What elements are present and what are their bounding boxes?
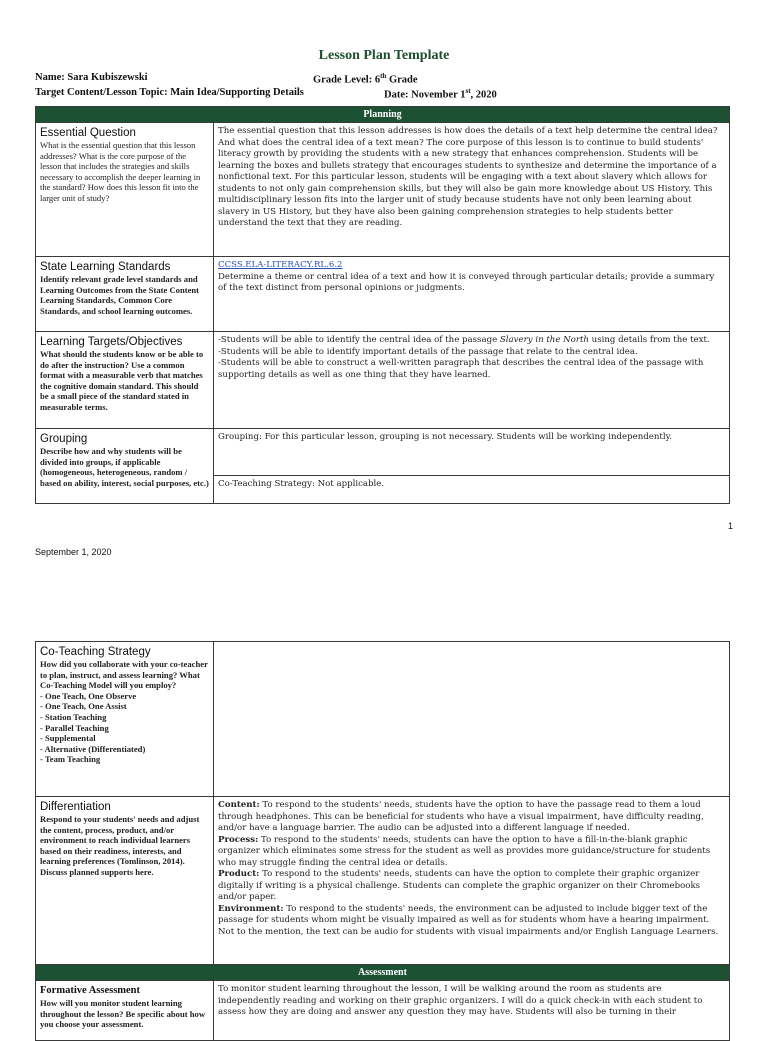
diff-product-label: Product: — [218, 869, 260, 879]
differentiation-left — [36, 797, 214, 965]
grade-num: 6 — [374, 74, 381, 86]
standards-response: Determine a theme or central idea of a text and how it is conveyed through particular details; provide a summary of the text distinct from personal opinions or judgments. — [218, 271, 715, 293]
targets-row — [36, 332, 730, 429]
diff-content — [218, 800, 725, 835]
standards-left — [36, 257, 214, 332]
formative-desc: How will you monitor student learning throughout the lesson? Be specific about how you choose your assessment. — [40, 998, 206, 1030]
topic-label: Target Content/Lesson Topic: — [35, 87, 168, 98]
diff-environment — [218, 904, 725, 939]
target-1-post: using details from the text. — [588, 335, 710, 345]
diff-process-label: Process: — [218, 834, 259, 845]
diff-environment-label: Environment: — [218, 903, 284, 914]
grade-label: Grade Level: — [313, 74, 373, 86]
model-item: - One Teach, One Observe — [40, 690, 137, 701]
differentiation-right — [214, 797, 730, 965]
date-sup: st — [465, 87, 471, 95]
essential-left — [36, 123, 214, 257]
differentiation-heading: Differentiation — [40, 801, 111, 813]
model-item: - Team Teaching — [40, 754, 101, 765]
date-year: , 2020 — [470, 89, 497, 101]
planning-table — [35, 106, 730, 504]
name-line — [35, 72, 148, 83]
diff-process-text: To respond to the students' needs, students can have the option to have a fill-in-the-blank graphic organizer which eliminates some stress for the student as well as provides more guidance/structure for students who may struggle finding the central idea or details. — [218, 834, 711, 868]
grouping-row — [36, 429, 730, 476]
coteach-empty-cell — [214, 642, 730, 797]
model-item: - One Teach, One Assist — [40, 701, 127, 712]
essential-response: The essential question that this lesson addresses is how does the details of a text help determine the central idea? And what does the central idea of a text mean? The core purpose of this lesson is to continue to build students' literacy growth by providing the students with a new strategy that enhances comprehension. Students will be learning the boxes and bullets strategy that encourages students to synthesize and determine the importance of a nonfictional text. For this particular lesson, students will be engaging with a text about slavery which allows for students to not only gain comprehension skills, but they will also be gain more knowledge about US History. This multidisciplinary lesson fits into the larger unit of study because students have not only been learning about slavery in US History, but they have also been gaining comprehension strategies to help students better understand the text that they are reading. — [214, 123, 730, 257]
footer-date: September 1, 2020 — [35, 547, 112, 557]
coteach-heading: Co-Teaching Strategy — [40, 646, 151, 658]
grade-word: Grade — [388, 74, 418, 86]
target-1-title: Slavery in the North — [499, 335, 589, 345]
diff-environment-text: To respond to the students' needs, the environment can be adjusted to include bigger text of the passage for students whom might be visually impaired as well as for students whom have a hearing impairment. Not to the mention, the text can be audio for students with visual impairments and/or English Language Learners. — [218, 903, 719, 937]
grouping-desc: Describe how and why students will be divided into groups, if applicable (homogeneous, heterogeneous, random / based on ability, interest, social purposes, etc.) — [40, 446, 209, 488]
document-title: Lesson Plan Template — [318, 48, 450, 63]
standards-desc: Identify relevant grade level standards and Learning Outcomes from the State Content Learning Standards, Common Core Standards, and school learning outcomes. — [40, 274, 200, 316]
assessment-band: Assessment — [36, 965, 730, 981]
coteach-row — [36, 642, 730, 797]
grade-sup: th — [380, 72, 387, 80]
target-item-1 — [218, 335, 725, 347]
standards-row — [36, 257, 730, 332]
page2-table — [35, 641, 730, 1041]
differentiation-desc: Respond to your students' needs and adjust the content, process, product, and/or environment to reach individual learners based on their readiness, interests, and learning preferences (Tomlinson, 2014). Discuss planned supports here. — [40, 814, 200, 877]
standards-heading: State Learning Standards — [40, 261, 171, 273]
target-1-pre: -Students will be able to identify the central idea of the passage — [218, 335, 500, 345]
essential-row — [36, 123, 730, 257]
targets-desc: What should the students know or be able to do after the instruction? Use a common format with a measurable verb that matches the cognitive domain standard. This should be a small piece of the standard stated in measurable terms. — [40, 349, 204, 412]
grouping-left — [36, 429, 214, 504]
essential-desc: What is the essential question that this lesson addresses? What is the core purpose of the lesson that includes the strategies and skills necessary to accomplish the deeper learning in the standard? How does this lesson fit into the larger unit of study? — [40, 140, 201, 203]
target-item-3: -Students will be able to construct a well-written paragraph that describes the central idea of the passage with supporting details as well as one thing that they have learned. — [218, 358, 704, 380]
formative-heading: Formative Assessment — [40, 985, 141, 996]
grouping-heading: Grouping — [40, 433, 88, 445]
model-item: - Alternative (Differentiated) — [40, 743, 146, 754]
target-item-2: -Students will be able to identify important details of the passage that relate to the central idea. — [218, 346, 638, 357]
coteach-desc: How did you collaborate with your co-teacher to plan, instruct, and assess learning? What Co-Teaching Model will you employ? — [40, 659, 208, 691]
diff-content-text: To respond to the students' needs, students have the option to have the passage read to them a loud through headphones. This can be beneficial for students who have a visual impairment, have difficulty reading, and/or have a language barrier. The audio can be adjusted into a different language if needed. — [218, 800, 704, 833]
formative-row — [36, 981, 730, 1041]
standards-right — [214, 257, 730, 332]
name-value: Sara Kubiszewski — [67, 72, 148, 83]
grade-line — [313, 72, 418, 86]
diff-process — [218, 835, 725, 870]
diff-content-label: Content: — [218, 800, 260, 810]
model-item: - Station Teaching — [40, 711, 107, 722]
date-label: Date: — [384, 89, 409, 101]
model-item: - Supplemental — [40, 733, 96, 744]
differentiation-row — [36, 797, 730, 965]
diff-product — [218, 869, 725, 904]
date-month: November 1 — [411, 89, 466, 101]
name-label: Name: — [35, 72, 65, 83]
topic-value: Main Idea/Supporting Details — [170, 87, 304, 98]
model-item: - Parallel Teaching — [40, 722, 109, 733]
date-line — [384, 87, 497, 101]
topic-line — [35, 87, 304, 98]
targets-right — [214, 332, 730, 429]
targets-left — [36, 332, 214, 429]
coteach-left — [36, 642, 214, 797]
targets-heading: Learning Targets/Objectives — [40, 336, 183, 348]
formative-left — [36, 981, 214, 1041]
grouping-response: Grouping: For this particular lesson, grouping is not necessary. Students will be working independently. — [214, 429, 730, 476]
essential-heading: Essential Question — [40, 127, 136, 139]
formative-response: To monitor student learning throughout the lesson, I will be walking around the room as students are independently reading and working on their graphic organizers. I will do a quick check-in with each student to assess how they are doing and answer any question they may have. Students will also be turning in their — [214, 981, 730, 1041]
diff-product-text: To respond to the students' needs, students can have the option to complete their graphic organizer digitally if writing is a physical challenge. Students can complete the graphic organizer on their Chromebooks and/or paper. — [218, 869, 701, 902]
page-number: 1 — [727, 521, 733, 531]
planning-band: Planning — [36, 107, 730, 123]
coteach-response: Co-Teaching Strategy: Not applicable. — [214, 476, 730, 504]
standard-link[interactable]: CCSS.ELA-LITERACY.RL.6.2 — [218, 260, 343, 270]
